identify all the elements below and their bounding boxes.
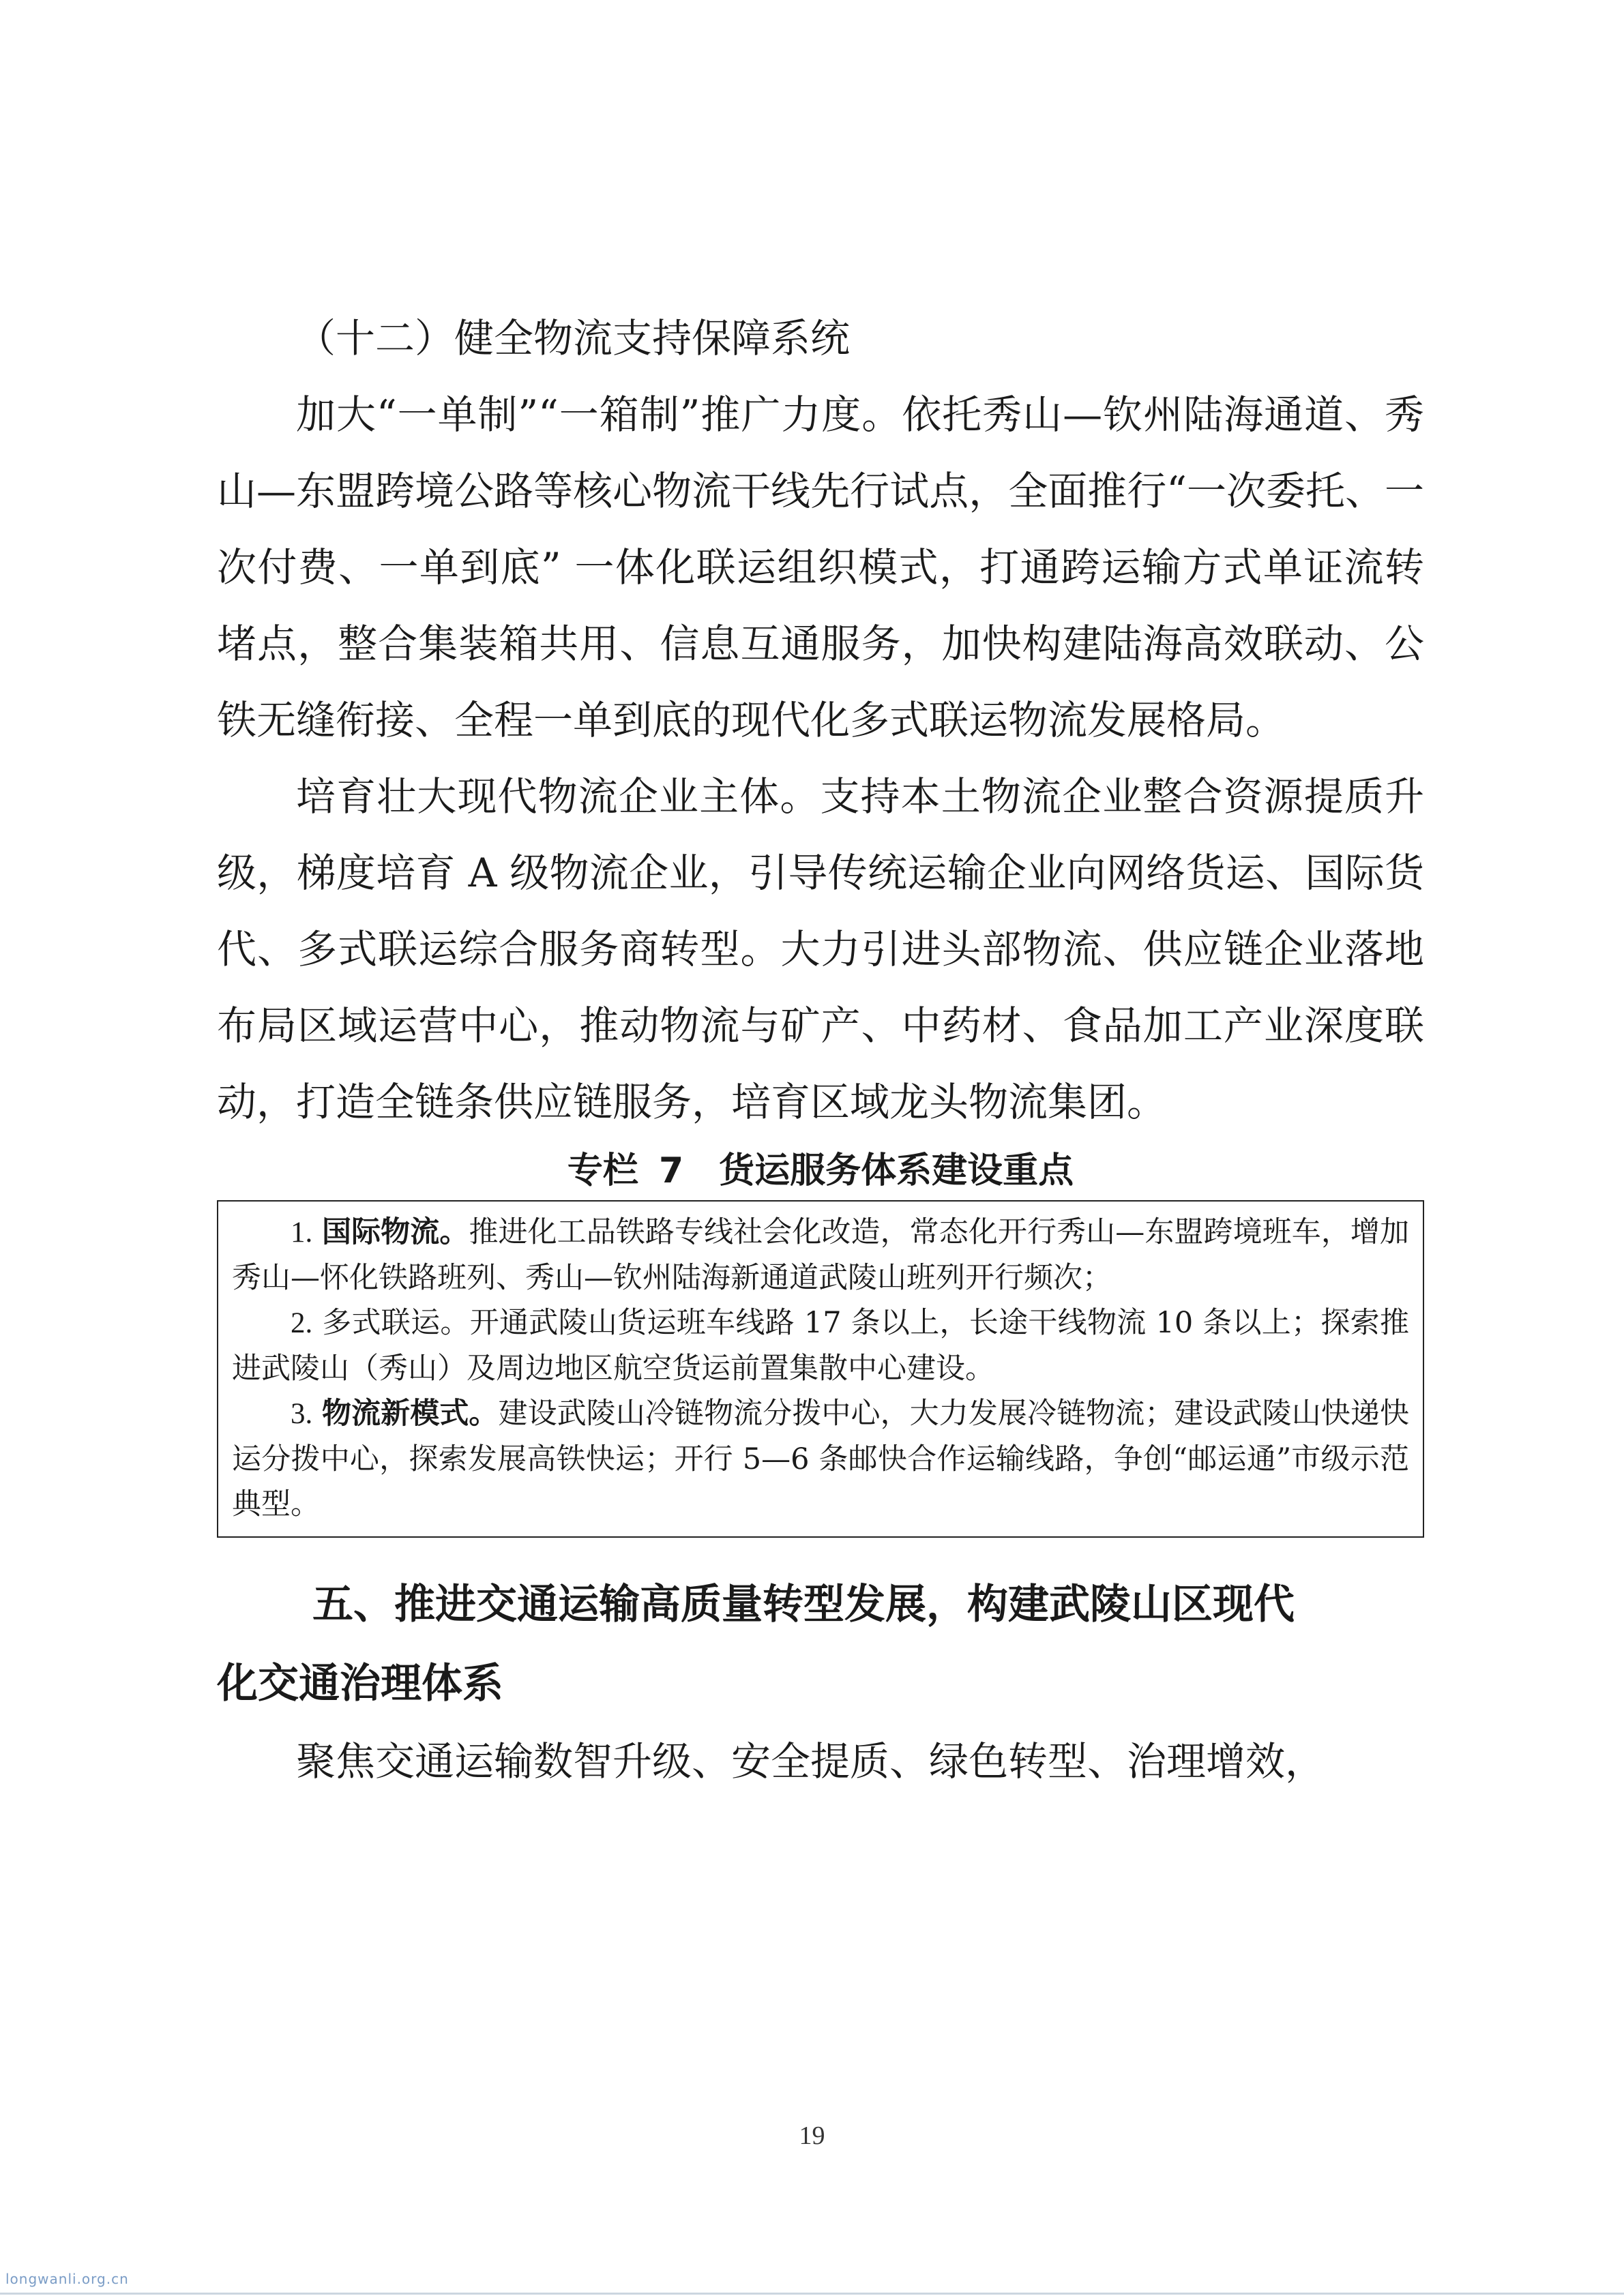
box-item	[232, 1391, 1409, 1527]
paragraph-section-5-intro: 聚焦交通运输数智升级、安全提质、绿色转型、治理增效，	[296, 1738, 1325, 1785]
section-12-heading: （十二）健全物流支持保障系统	[296, 315, 851, 361]
box-item-text: 多式联运。开通武陵山货运班车线路 17 条以上，长途干线物流 10 条以上；探索推进武陵山（秀山）及周边地区航空货运前置集散中心建设。	[232, 1306, 1409, 1386]
paragraph-multimodal	[217, 376, 1424, 758]
column-box	[217, 1200, 1424, 1538]
page-content	[217, 300, 1424, 1800]
column-box-title: 专栏 7 货运服务体系建设重点	[567, 1150, 1074, 1191]
box-item-keyword: 国际物流。	[322, 1215, 469, 1249]
paragraph-body: 依托秀山—钦州陆海通道、秀山—东盟跨境公路等核心物流干线先行试点，全面推行“一次委托、一次付费、一单到底” 一体化联运组织模式，打通跨运输方式单证流转堵点，整合集装箱共用、信息互通服务，加快构建陆海高效联动、公铁无缝衔接、全程一单到底的现代化多式联运物流发展格局。	[217, 391, 1424, 743]
watermark: longwanli.org.cn	[5, 2271, 129, 2287]
box-item	[232, 1210, 1409, 1300]
box-item-text: 推进化工品铁路专线社会化改造，常态化开行秀山—东盟跨境班车，增加秀山—怀化铁路班列、秀山—钦州陆海新通道武陵山班列开行频次；	[232, 1215, 1410, 1295]
paragraph-body: 支持本土物流企业整合资源提质升级，梯度培育 A 级物流企业，引导传统运输企业向网络货运、国际货代、多式联运综合服务商转型。大力引进头部物流、供应链企业落地布局区域运营中心，推动物流与矿产、中药材、食品加工产业深度联动，打造全链条供应链服务，培育区域龙头物流集团。	[217, 773, 1424, 1125]
section-5-heading-line-1: 五、推进交通运输高质量转型发展，构建武陵山区现代	[312, 1581, 1295, 1628]
paragraph-lead: 培育壮大现代物流企业主体。	[296, 773, 821, 820]
box-item-number: 2.	[291, 1307, 313, 1339]
section-5-heading	[217, 1565, 1424, 1723]
box-item-number: 1.	[291, 1217, 313, 1249]
box-item	[232, 1300, 1409, 1391]
box-item-number: 3.	[291, 1398, 313, 1430]
paragraph-logistics-enterprises	[217, 758, 1424, 1140]
paragraph-lead: 加大“一单制”“一箱制”推广力度。	[296, 391, 902, 438]
section-5-heading-line-2: 化交通治理体系	[217, 1660, 503, 1708]
box-item-keyword: 物流新模式。	[322, 1397, 499, 1431]
page-number: 19	[799, 2121, 825, 2150]
bottom-divider	[0, 2293, 1624, 2295]
box-item-text: 建设武陵山冷链物流分拨中心，大力发展冷链物流；建设武陵山快递快运分拨中心，探索发展高铁快运；开行 5—6 条邮快合作运输线路，争创“邮运通”市级示范典型。	[232, 1397, 1410, 1521]
